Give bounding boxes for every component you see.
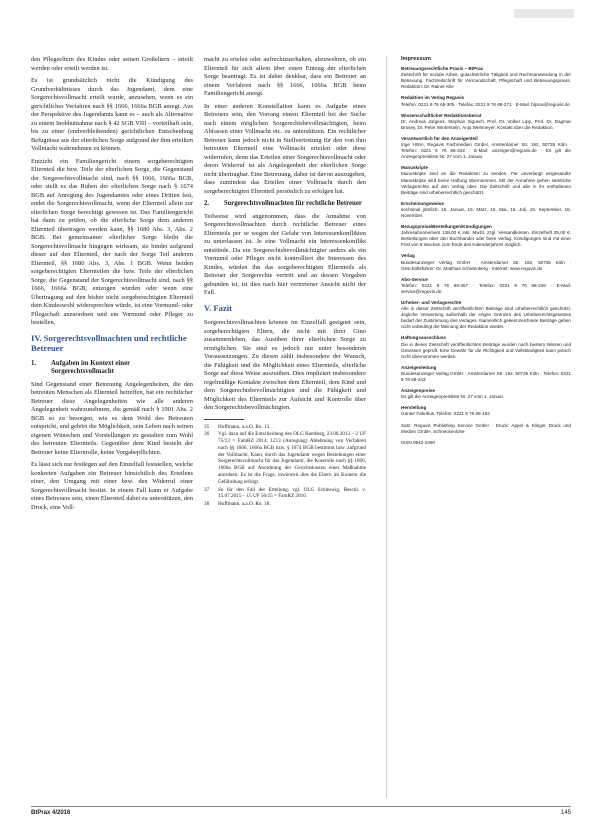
imprint-block [401, 335, 571, 359]
imprint-block-head: Verlag [401, 253, 415, 259]
imprint-block-body: Günter Fabritius, Telefon: 0221 9 76 68-182 [401, 411, 490, 417]
imprint-block-body: Manuskripte sind an die Redaktion zu senden. Für unverlangt eingesandte Manuskripte wird keine Haftung übernommen. Mit der Annahme gehen sämtliche Verlagsrechte auf den Verlag über. Die Zeitschrift und alle in ihr enthaltenen Beiträge sind urheberrechtlich geschützt. [401, 171, 571, 195]
footnote-text: Hoffmann, a.a.O. Rn. 18. [218, 501, 271, 508]
imprint-block [401, 423, 571, 435]
subsection-number: 2. [204, 200, 210, 207]
imprint-block-head: Anzeigenpreise [401, 388, 435, 394]
imprint-block-head: Urheber- und Verlagsrechte [401, 300, 462, 305]
imprint-block [401, 66, 571, 90]
paragraph: den Pflegeeltern des Kindes oder seinen Großeltern – erteilt werden oder erteilt werden ist. [31, 56, 193, 72]
footnote-number: 35 [204, 423, 210, 430]
imprint-block [401, 440, 571, 446]
imprint-block-body: Bundesanzeiger Verlag GmbH · Amsterdamer Str. 192, 50735 Köln · Telefon: 0221 9 76 68-343 [401, 370, 571, 383]
subsection-heading [31, 360, 193, 377]
paragraph: In einer anderen Konstellation kann es Aufgabe eines Betreuers sein, den Vorrang einem Elternteil bei der Suche nach einem möglichen Sorgerechtsbevollmächtigten, beim Abfassen einer Vollmacht etc. zu unterstützen. Ein rechtlicher Betreuer kann jedoch nicht in Stellvertretung für den von ihm betreuten Elternteil eine Vollmacht erteilen oder diese widerrufen, denn das Erteilen einer Sorgerechtsvollmacht oder deren Widerruf ist als Angelegenheit der elterlichen Sorge nicht übertragbar. Eine Betreuung, daher ist davon auszugehen, dass zumindest das Erteilen einer Vollmacht durch den sorgeberechtigten Elternteil persönlich zu erfolgen hat. [204, 102, 366, 195]
imprint-block-body: Es gilt die Anzeigenpreisliste Nr. 27 vom 1. Januar. [401, 394, 505, 400]
imprint-block-head: Anzeigenleitung [401, 364, 437, 370]
imprint-block [401, 201, 571, 219]
imprint-block-body: sechsmal jährlich: 15. Januar, 15. März, 15. Mai, 15. Juli, 15. September, 15. November. [401, 206, 571, 218]
imprint-block-head: Erscheinungsweise [401, 200, 444, 206]
imprint-block-body: Telefon: 0221 9 76 68-357 · Telefax: 0221 9 76 68-236 · E-Mail: service@reguvis.de [401, 282, 571, 294]
imprint-block-head: Haftungsausschluss [401, 335, 446, 341]
imprint-block-body: Alle in dieser Zeitschrift veröffentlichten Beiträge sind urheberrechtlich geschützt. Jegliche Verwertung außerhalb der engen Grenzen des Urheberrechtsgesetzes bedarf der Zustimmung des Verlages. Namentlich gekennzeichnete Beiträge geben nicht unbedingt die Meinung der Redaktion wieder. [401, 306, 571, 330]
footnote-text: Hoffmann, a.a.O. Rn. 13. [218, 423, 271, 430]
imprint-block [401, 277, 571, 295]
footnote [204, 424, 366, 431]
footnote [204, 487, 366, 501]
imprint-block [401, 136, 571, 160]
imprint-blocks [401, 66, 571, 446]
column-divider [386, 56, 387, 798]
imprint-block-body: Bundesanzeiger Verlag GmbH · Amsterdamer Str. 192, 50735 Köln · Geschäftsführer: Dr. Matthias Schulenberg · Internet: www.reguvis.de [401, 259, 571, 271]
imprint-block-body: Jahresabonnement 138,00 € inkl. MwSt. zzgl. Versandkosten. Einzelheft 25,00 €. Bestellungen über den Buchhandel oder beim Verlag. Kündigungen sind mit einer Frist von 6 Wochen zum Ende des Kalenderjahres möglich. [401, 230, 571, 248]
imprint-block-body: Telefon: 0221 9 76 68-305 · Telefax: 0221 9 76 68-271 · E-Mail: btprax@reguvis.de [401, 101, 570, 107]
imprint-block-head: Redaktion im Verlag Reguvis [401, 95, 465, 101]
paragraph: Entzieht ein Familiengericht einem sorgeberechtigten Elternteil die bzw. Teile der elterlichen Sorge, die Gegenstand der Sorgerechtsvollmacht sind, nach §§ 1666, 1666a BGB, oder stellt es das Ruhen der elterlichen Sorge nach § 1674 BGB auf Anregung des Jugendamtes oder eines Dritten fest, endet die Sorgerechtsvollmacht, wenn der Elternteil allein zur elterlichen Sorge berechtigt gewesen ist. Das Familiengericht hat dann zu prüfen, ob die elterliche Sorge dem anderen Elternteil übertragen werden kann, §§ 1680 Abs. 3, Abs. 2 BGB. Bei gemeinsamer elterlicher Sorge bleibt die Sorgerechtsvollmacht hingegen wirksam, sie bindet aufgrund dieser auf den Elternteil, der nach der Sorge Teil anderen Elternteil, §§ 1680 Abs. 3, Abs. 1 BGB. Wenn beiden sorgeberechtigten Elternteilen die bzw. Teile der elterlichen Sorge, die Gegenstand der Sorgerechtsvollmacht sind, nach §§ 1666, 1666a BGB, entzogen wurden oder wenn eine Übertragung auf den bisher nicht sorgeberechtigten Elternteil dem Kindeswohl widersprechen würde, ist eine Vormund- oder Pflegschaft anzuordnen und ein Vormund oder Pfleger zu bestellen. [31, 157, 193, 326]
imprint-block [401, 224, 571, 248]
paragraph: Sorgerechtsvollmachten können im Einzelfall geeignet sein, sorgeberechtigten Eltern, die nicht mit ihrer Gino zusammenleben, das Ausüben ihrer elterlichen Sorge zu ermöglichen. Sie sind es jedoch nur unter besonderen Voraussetzungen. Zu diesen zählt insbesondere der Wunsch, die Fähigkeit und die Möglichkeit eines Elternteils, elterliche Sorge auf diese Weise auszuüben. Dies impliziert insbesondere regelmäßige Kontakte zwischen dem Elternteil, dem Kind und dem Sorgerechtsbevollmächtigten und die Fähigkeit und Möglichkeit des Elternteils zur Aufsicht und Kontrolle über den Sorgerechtsbevollmächtigten. [204, 319, 366, 411]
paragraph: Es ist grundsätzlich nicht die Kündigung des Grundverhältnisses durch das Jugendamt, dem eine Sorgerechtsvollmacht erteilt wurde, anzusehen, wenn es ein gerichtliches Verfahren nach §§ 1666, 1666a BGB anregt. Aus der Perspektive des Jugendamts kann es – auch als Alternative zu einem Inobhutnahme nach § 42 SGB VIII – vorteilhaft sein, bis zu einer (endverbleibenden) gerichtlichen Entscheidung Befugnisse aus der elterlichen Sorge aufgrund der ihm erteilten Vollmacht wahrnehmen zu können. [31, 77, 193, 152]
page-number: 145 [560, 810, 571, 816]
article-column-2 [204, 56, 366, 509]
footnote [204, 501, 366, 508]
header-tag [514, 9, 574, 18]
footnote [204, 431, 366, 485]
imprint-block [401, 95, 571, 107]
imprint-block-body: Die in dieser Zeitschrift veröffentlichten Beiträge wurden nach bestem Wissen und Gewissen geprüft. Eine Gewähr für die Richtigkeit und Vollständigkeit kann jedoch nicht übernommen werden. [401, 341, 571, 359]
section-heading: V. Fazit [204, 302, 233, 313]
imprint-block-body: Zeitschrift für soziale Arbeit, gutachterliche Tätigkeit und Rechtsanwendung in der Betreuung. Fachzeitschrift für Vormundschaft, Pflegschaft und Betreuungspraxis. Redaktion: Dr. Rainer Klie [401, 72, 571, 90]
paragraph: macht zu ertelen oder aufrechtzuerhalten, abzuwehren, ob ein Elternteil für sich allein über einen Entzug der elterlichen Sorge beantragt. Es ist daher denkbar, dass ein Betreuer an einem Verfahren nach §§ 1666, 1666a BGB beim Familiengericht anregt. [204, 56, 366, 97]
subsection-title: Aufgaben im Kontext einer Sorgerechtsvollmacht [51, 359, 130, 375]
imprint-block-head: Betreuungsrechtliche Praxis – BtPrax [401, 66, 484, 72]
imprint-block-head: Abo-Service [401, 276, 428, 282]
imprint-block [401, 165, 571, 195]
subsection-number: 1. [31, 359, 37, 367]
page-footer [31, 806, 571, 817]
paragraph: Teilweise wird angenommen, dass die Annahme von Sorgerechtsvollmachten durch rechtliche Betreuer eines Elternteils per se wegen der Gefahr von Interessenkonflikten zu unterlassen ist. Je eine Vollmacht ein Interessenkonflikt entstünde. Da ein Sorgerechtsbevollmächtigter anders als ein Vormund oder Pfleger nicht kontrolliert die Interessen des Kindes, würden ihn das sorgeberechtigten Elternteils als Betreuer der Sorgerechte vertritt und an dessen Vorgaben gebunden ist, ist dies nach hier vertretener Ansicht nicht der Fall. [204, 212, 366, 296]
footnote-number: 37 [204, 486, 210, 493]
imprint-block-body: Dr. Andreas Jürgens, Stephan Sigusch, Prof. Dr. Volker Lipp, Prof. Dr. Dagmar Brosey, Dr. Peter Winterstein, Anja Wehmeyer. Kontakt über die Redaktion. [401, 118, 571, 130]
journal-issue: BtPrax 4/2016 [31, 810, 71, 816]
imprint-block [401, 365, 571, 383]
imprint-column [401, 56, 571, 451]
imprint-block-head: Herstellung [401, 405, 427, 411]
imprint-block-body: ISSN 0942-2390 [401, 439, 435, 445]
imprint-block [401, 113, 571, 131]
article-column-1 [31, 56, 193, 516]
footnote-number: 36 [204, 431, 210, 438]
footnote-rule [204, 419, 244, 420]
imprint-title: Impressum [401, 56, 431, 62]
imprint-block [401, 405, 571, 417]
paragraph: Sind Gegenstand einer Betreuung Angelegenheiten, die den betreuten Menschen als Elternteil betreffen, hat ein rechtlicher Betreuer diese Angelegenheiten wie alle anderen Angelegenheit wahrzunehmen, die gemäß nach § 1901 Abs. 2 BGB so zu besorgen, wie es dem Wohl des Betreuten entspricht, und gehört die Möglichkeit, sein Leben nach seinen eigenen Wünschen und Vorstellungen zu gestalten zum Wohl des betreuten Elternteils. Gegenüber dem Kind besteht der Betreuer keine Elternrolle, keine Vorgabepflichten. [31, 380, 193, 456]
subsection-title: Sorgerechtsvollmachten für rechtliche Betreuer [224, 200, 362, 207]
subsection-heading [204, 200, 366, 209]
footnote-text: Vgl. dazu auf die Entscheidung des OLG Bamberg, 23.08.2013 – 2 UF 75/13 = FamRZ 2014, 1213 (Anregung) Ablehnung von Verfahren nach §§ 1666, 1666a BGB bzw. § 1674 BGB bestimmt bzw. aufgrund der Vollmacht, Kann, durch das Jugendamt wegen Beziehungen einer Sorgerechtsvollmacht für das Jugendamt, die Kontrolle nach §§ 1666, 1666a BGB auf Anordnung der Gerichtskosten einer Maßnahme anordnen. Es ist die Frage, inwieweit dies die Eltern im Kontext die Gefährdung erfolgt. [218, 431, 366, 485]
footnote-number: 38 [204, 501, 210, 508]
imprint-block-head: Bezugspreise/Bestellungen/Kündigungen [401, 224, 492, 230]
imprint-block-head: Verantwortlich für den Anzeigenteil [401, 135, 478, 141]
imprint-block-body: Inge Höhn, Reguvis Fachmedien GmbH, Amsterdamer Str. 192, 50735 Köln · Telefon: 0221 9 76 68-343 · E-Mail: anzeigen@reguvis.de · Es gilt die Anzeigenpreisliste Nr. 27 vom 1. Januar. [401, 142, 571, 160]
footnote-text: So für den Fall der Erteilung, vgl. OLG Schleswig, Beschl. v. 15.07.2015 – 15 UF 56/15 = FamRZ 2016. [218, 486, 366, 500]
imprint-block [401, 300, 571, 330]
imprint-block [401, 388, 571, 400]
imprint-block-head: Manuskripte [401, 165, 429, 171]
imprint-block-head: Wissenschaftlicher Redaktionsbeirat [401, 112, 482, 118]
imprint-block [401, 253, 571, 271]
paragraph: Es lässt sich nur festlegen auf den Einzelfall feststellen, welche konkreten Aufgaben ein Betreuer hinsichtlich des Erteilens einer, den Umgang mit einer bzw. den Widerruf einer Sorgerechtsvollmacht besitzt. In einem Fall kann er Aufgabe eines Betreuers sein, einen Elternteil dabei zu unterstützen, den Druck, eine Voll- [31, 461, 193, 511]
imprint-block-body: Satz: Reguvis Publishing Service GmbH · Druck: Appel & Klinger Druck und Medien GmbH, Schneckenlohe [401, 422, 571, 434]
section-heading: IV. Sorgerechtsvollmachten und rechtliche Betreuer [31, 332, 187, 353]
